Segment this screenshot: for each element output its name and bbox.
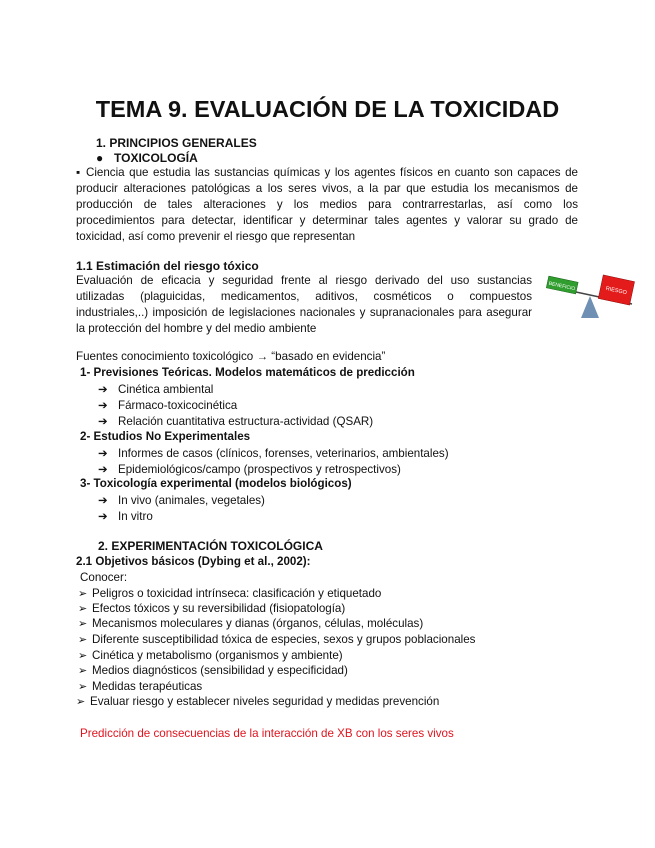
risk-benefit-seesaw-image (544, 272, 636, 324)
source-group-1-label: 1- Previsiones Teóricas. Modelos matemáticos de predicción (80, 366, 415, 379)
objective-item: ➢ Peligros o toxicidad intrínseca: clasificación y etiquetado (78, 587, 382, 600)
definition-line-3: producción de tales alteraciones y los medios para contrarrestarlas, así como los (76, 198, 578, 211)
conocer-label: Conocer: (80, 571, 128, 584)
arrow-right-icon: ➔ (98, 415, 108, 428)
arrow-right-icon: ➔ (98, 510, 108, 523)
arrow-right-icon: ➔ (98, 447, 108, 460)
source-item: ➔ Informes de casos (clínicos, forenses, veterinarios, ambientales) (98, 447, 449, 460)
section-2-1-heading: 2.1 Objetivos básicos (Dybing et al., 2002): (76, 555, 311, 568)
triangle-bullet-icon: ➢ (78, 665, 88, 677)
source-item: ➔ Cinética ambiental (98, 383, 214, 396)
risk-label: RIESGO (605, 285, 628, 297)
arrow-right-icon: ➔ (98, 463, 108, 476)
objective-item: ➢ Evaluar riesgo y establecer niveles seguridad y medidas prevención (76, 695, 440, 708)
toxicologia-label: TOXICOLOGÍA (114, 151, 198, 165)
definition-line-1: ▪ Ciencia que estudia las sustancias químicas y los agentes físicos en cuanto son capaces de (76, 166, 578, 179)
risk-line-1: Evaluación de eficacia y seguridad frente al riesgo derivado del uso sustancias (76, 274, 532, 287)
benefit-label: BENEFICIO (548, 280, 576, 293)
bullet-icon: ● (96, 151, 104, 165)
definition-line-2: producir alteraciones patológicas a los seres vivos, a la par que estudia los mecanismos de (76, 182, 578, 195)
arrow-right-icon: ➔ (98, 399, 108, 412)
source-group-2-label: 2- Estudios No Experimentales (80, 430, 251, 443)
source-item: ➔ In vitro (98, 510, 153, 523)
definition-line-4: procedimientos para detectar, identificar y determinar tales agentes y valorar su grado de (76, 214, 578, 227)
arrow-right-icon: ➔ (98, 494, 108, 507)
section-1-1-heading: 1.1 Estimación del riesgo tóxico (76, 259, 259, 273)
source-item: ➔ Fármaco-toxicocinética (98, 399, 238, 412)
definition-line-5: toxicidad, así como prevenir el riesgo que representan (76, 230, 356, 243)
section-2-heading: 2. EXPERIMENTACIÓN TOXICOLÓGICA (98, 539, 323, 553)
section-1-heading: 1. PRINCIPIOS GENERALES (96, 136, 257, 150)
source-group-3-label: 3- Toxicología experimental (modelos biológicos) (80, 477, 352, 490)
objective-item: ➢ Diferente susceptibilidad tóxica de especies, sexos y grupos poblacionales (78, 633, 476, 646)
objective-item: ➢ Medidas terapéuticas (78, 680, 203, 693)
triangle-bullet-icon: ➢ (78, 681, 88, 693)
objective-item: ➢ Mecanismos moleculares y dianas (órganos, células, moléculas) (78, 617, 424, 630)
triangle-bullet-icon: ➢ (78, 634, 88, 646)
triangle-bullet-icon: ➢ (78, 603, 88, 615)
objective-item: ➢ Medios diagnósticos (sensibilidad y especificidad) (78, 664, 348, 677)
source-item: ➔ In vivo (animales, vegetales) (98, 494, 265, 507)
triangle-bullet-icon: ➢ (78, 650, 88, 662)
risk-line-2: utilizadas (plaguicidas, medicamentos, aditivos, cosméticos o compuestos (76, 290, 532, 303)
sources-intro: Fuentes conocimiento toxicológico → “basado en evidencia” (76, 350, 386, 363)
section-1-subheading (96, 151, 198, 165)
objective-item: ➢ Efectos tóxicos y su reversibilidad (fisiopatología) (78, 602, 346, 615)
objective-item: ➢ Cinética y metabolismo (organismos y ambiente) (78, 649, 343, 662)
seesaw-fulcrum (581, 296, 599, 318)
triangle-bullet-icon: ➢ (76, 696, 86, 708)
risk-line-4: la protección del hombre y del medio ambiente (76, 322, 317, 335)
triangle-bullet-icon: ➢ (78, 618, 88, 630)
triangle-bullet-icon: ➢ (78, 588, 88, 600)
prediction-note: Predicción de consecuencias de la interacción de XB con los seres vivos (80, 727, 454, 740)
source-item: ➔ Relación cuantitativa estructura-actividad (QSAR) (98, 415, 374, 428)
risk-line-3: industriales,..) imposición de legislaciones nacionales y supranacionales para asegurar (76, 306, 532, 319)
source-item: ➔ Epidemiológicos/campo (prospectivos y retrospectivos) (98, 463, 401, 476)
page-title: TEMA 9. EVALUACIÓN DE LA TOXICIDAD (95, 96, 560, 122)
arrow-right-icon: ➔ (98, 383, 108, 396)
